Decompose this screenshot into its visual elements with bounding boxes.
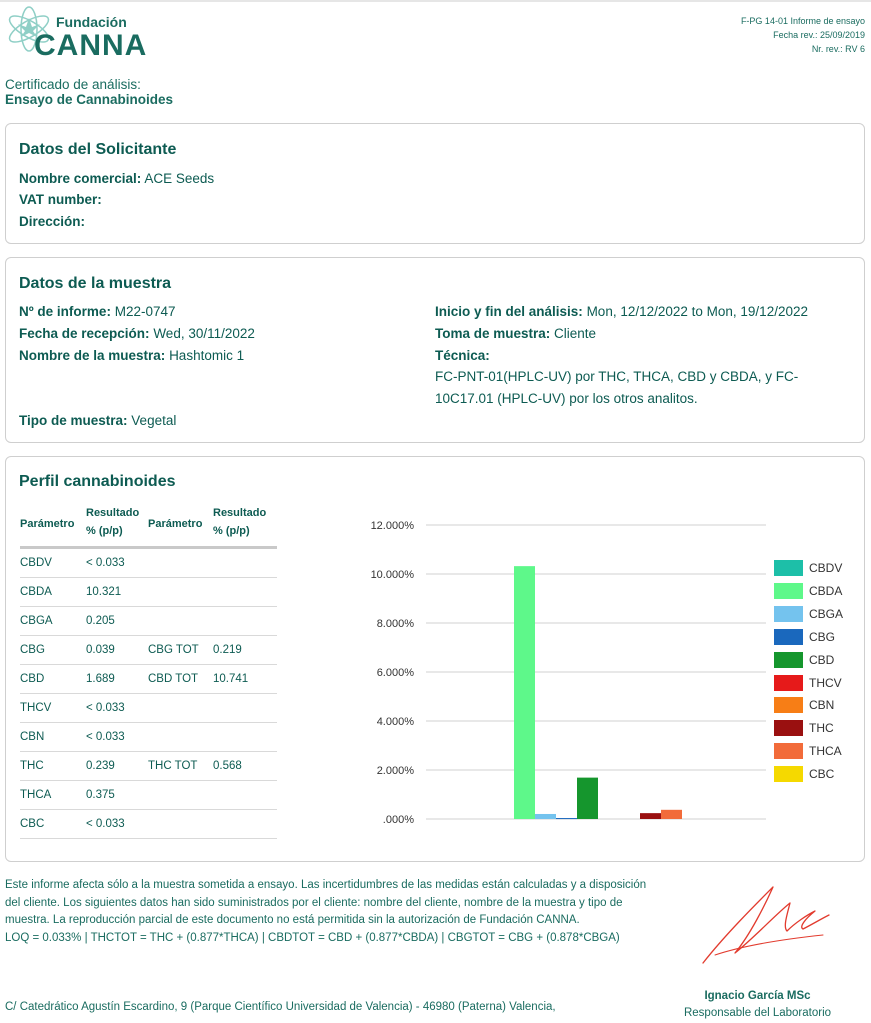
certificate-title: Ensayo de Cannabinoides bbox=[5, 92, 174, 107]
col-header-param-2: Parámetro bbox=[148, 518, 203, 530]
bar-cbda bbox=[514, 566, 535, 819]
legend-swatch bbox=[774, 606, 803, 622]
legend-swatch bbox=[774, 743, 803, 759]
address-text: C/ Catedrático Agustín Escardino, 9 (Parque Científico Universidad de Valencia) - 46980 (Paterna) Valencia, bbox=[5, 1001, 556, 1013]
table-row bbox=[20, 810, 277, 839]
table-row bbox=[20, 578, 277, 607]
recepcion-label: Fecha de recepción: bbox=[19, 326, 150, 341]
logo-main-text: CANNA bbox=[34, 29, 148, 62]
param-cell: CBN bbox=[20, 731, 45, 743]
param-cell: CBG bbox=[20, 644, 45, 656]
informe-label: Nº de informe: bbox=[19, 304, 111, 319]
legend-item-cbc bbox=[774, 766, 864, 782]
table-row bbox=[20, 723, 277, 752]
total-param-cell: CBD TOT bbox=[148, 673, 199, 685]
legend-item-cbdv bbox=[774, 560, 864, 576]
cannabinoid-bar-chart bbox=[336, 497, 776, 827]
result-cell: 0.205 bbox=[86, 615, 115, 627]
toma-label: Toma de muestra: bbox=[435, 326, 551, 341]
y-tick-label: 8.000% bbox=[376, 618, 414, 630]
direccion-label: Dirección: bbox=[19, 214, 86, 229]
legend-item-cbda bbox=[774, 583, 864, 599]
analisis-field bbox=[435, 304, 808, 319]
legend-swatch bbox=[774, 629, 803, 645]
perfil-panel bbox=[5, 456, 865, 862]
legend-label: CBC bbox=[809, 767, 835, 782]
total-result-cell: 10.741 bbox=[213, 673, 249, 685]
muestra-panel bbox=[5, 257, 865, 443]
result-cell: < 0.033 bbox=[86, 702, 125, 714]
analisis-value: Mon, 12/12/2022 to Mon, 19/12/2022 bbox=[586, 304, 808, 319]
informe-field bbox=[19, 304, 176, 319]
result-cell: 0.239 bbox=[86, 760, 115, 772]
legend-item-cbga bbox=[774, 606, 864, 622]
direccion-field bbox=[19, 214, 85, 229]
bar-cbga bbox=[535, 814, 556, 819]
col-header-result2-line1: Resultado bbox=[213, 507, 267, 519]
signer-name: Ignacio García MSc bbox=[704, 990, 811, 1002]
legend-label: THC bbox=[809, 721, 834, 736]
legend-swatch bbox=[774, 766, 803, 782]
param-cell: THCV bbox=[20, 702, 52, 714]
table-row bbox=[20, 636, 277, 665]
solicitante-panel bbox=[5, 123, 865, 244]
revision-number: Nr. rev.: RV 6 bbox=[811, 44, 865, 54]
y-tick-label: .000% bbox=[382, 814, 414, 826]
legend-swatch bbox=[774, 560, 803, 576]
legend-item-thc bbox=[774, 720, 864, 736]
recepcion-value: Wed, 30/11/2022 bbox=[153, 326, 255, 341]
param-cell: CBC bbox=[20, 818, 45, 830]
tipo-muestra-label: Tipo de muestra: bbox=[19, 413, 128, 428]
nombre-comercial-label: Nombre comercial: bbox=[19, 171, 142, 186]
handwritten-signature bbox=[695, 875, 835, 975]
signer-role: Responsable del Laboratorio bbox=[683, 1007, 832, 1019]
informe-value: M22-0747 bbox=[114, 304, 176, 319]
col-header-result-line1: Resultado bbox=[86, 507, 140, 519]
toma-value: Cliente bbox=[554, 326, 597, 341]
result-cell: < 0.033 bbox=[86, 731, 125, 743]
legend-swatch bbox=[774, 720, 803, 736]
bar-thca bbox=[661, 810, 682, 819]
recepcion-field bbox=[19, 326, 255, 341]
legend-swatch bbox=[774, 675, 803, 691]
muestra-heading: Datos de la muestra bbox=[19, 275, 172, 292]
nombre-muestra-field bbox=[19, 348, 244, 363]
total-param-cell: THC TOT bbox=[148, 760, 198, 772]
certificate-label: Certificado de análisis: bbox=[5, 77, 141, 92]
table-row bbox=[20, 607, 277, 636]
nombre-muestra-label: Nombre de la muestra: bbox=[19, 348, 166, 363]
toma-field bbox=[435, 326, 596, 341]
disclaimer-text: Este informe afecta sólo a la muestra sometida a ensayo. Las incertidumbres de las medidas están calculadas y a disposición del cliente. Los siguientes datos han sido suministrados por el cliente: nombre del cliente, nombre de la muestra y tipo de muestra. La reproducción parcial de este documento no está permitida sin la autorización de Fundación CANNA. bbox=[5, 879, 647, 926]
legend-label: CBDA bbox=[809, 583, 843, 598]
nombre-comercial-value: ACE Seeds bbox=[144, 171, 215, 186]
legend-label: CBGA bbox=[809, 606, 844, 621]
legend-label: CBG bbox=[809, 629, 836, 644]
y-tick-label: 4.000% bbox=[376, 716, 414, 728]
legend-label: CBD bbox=[809, 652, 835, 667]
result-cell: 0.375 bbox=[86, 789, 115, 801]
legend-label: CBN bbox=[809, 698, 835, 713]
bar-thc bbox=[640, 813, 661, 819]
y-tick-label: 10.000% bbox=[370, 569, 414, 581]
result-cell: 1.689 bbox=[86, 673, 115, 685]
table-row bbox=[20, 752, 277, 781]
logo-top-text: Fundación bbox=[56, 14, 127, 30]
param-cell: CBDV bbox=[20, 557, 52, 569]
nombre-muestra-value: Hashtomic 1 bbox=[169, 348, 245, 363]
doc-code: F-PG 14-01 Informe de ensayo bbox=[740, 16, 865, 26]
result-cell: < 0.033 bbox=[86, 557, 125, 569]
table-row bbox=[20, 549, 277, 578]
param-cell: CBDA bbox=[20, 586, 52, 598]
param-cell: CBGA bbox=[20, 615, 53, 627]
revision-date: Fecha rev.: 25/09/2019 bbox=[773, 30, 865, 40]
col-header-result-line2: % (p/p) bbox=[86, 525, 123, 537]
legend-swatch bbox=[774, 583, 803, 599]
result-cell: 10.321 bbox=[86, 586, 122, 598]
tipo-muestra-field bbox=[19, 413, 176, 428]
footer-notes bbox=[5, 877, 655, 947]
analisis-label: Inicio y fin del análisis: bbox=[435, 304, 583, 319]
legend-swatch bbox=[774, 652, 803, 668]
legend-label: THCA bbox=[809, 744, 842, 759]
col-header-result2-line2: % (p/p) bbox=[213, 525, 250, 537]
y-tick-label: 2.000% bbox=[376, 765, 414, 777]
top-divider bbox=[0, 0, 871, 2]
perfil-heading: Perfil cannabinoides bbox=[19, 473, 176, 490]
result-cell: 0.039 bbox=[86, 644, 115, 656]
total-result-cell: 0.219 bbox=[213, 644, 242, 656]
vat-label: VAT number: bbox=[19, 192, 102, 207]
tecnica-value: FC-PNT-01(HPLC-UV) por THC, THCA, CBD y CBDA, y FC-10C17.01 (HPLC-UV) por los otros analitos. bbox=[435, 369, 799, 406]
y-tick-label: 6.000% bbox=[376, 667, 414, 679]
table-row bbox=[20, 781, 277, 810]
bar-cbg bbox=[556, 818, 577, 819]
legend-label: CBDV bbox=[809, 561, 843, 575]
legend-item-cbd bbox=[774, 652, 864, 668]
table-row bbox=[20, 665, 277, 694]
vat-field bbox=[19, 192, 102, 207]
tecnica-label: Técnica: bbox=[435, 348, 490, 363]
param-cell: THC bbox=[20, 760, 44, 772]
legend-swatch bbox=[774, 697, 803, 713]
tipo-muestra-value: Vegetal bbox=[131, 413, 177, 428]
legend-item-cbg bbox=[774, 629, 864, 645]
y-tick-label: 12.000% bbox=[370, 520, 414, 532]
param-cell: CBD bbox=[20, 673, 45, 685]
nombre-comercial-field bbox=[19, 171, 214, 186]
total-result-cell: 0.568 bbox=[213, 760, 242, 772]
solicitante-heading: Datos del Solicitante bbox=[19, 141, 177, 158]
document-reference bbox=[741, 14, 865, 56]
tecnica-field bbox=[435, 348, 490, 363]
legend-item-cbn bbox=[774, 697, 864, 713]
fundacion-canna-logo bbox=[4, 4, 154, 64]
bar-cbd bbox=[577, 778, 598, 819]
result-cell: < 0.033 bbox=[86, 818, 125, 830]
col-header-param: Parámetro bbox=[20, 518, 75, 530]
param-cell: THCA bbox=[20, 789, 52, 801]
legend-label: THCV bbox=[809, 675, 842, 690]
table-row bbox=[20, 694, 277, 723]
total-param-cell: CBG TOT bbox=[148, 644, 199, 656]
legend-item-thcv bbox=[774, 675, 864, 691]
formulas-text: LOQ = 0.033% | THCTOT = THC + (0.877*THCA) | CBDTOT = CBD + (0.877*CBDA) | CBGTOT = CBG + (0.878*CBGA) bbox=[5, 931, 620, 944]
legend-item-thca bbox=[774, 743, 864, 759]
